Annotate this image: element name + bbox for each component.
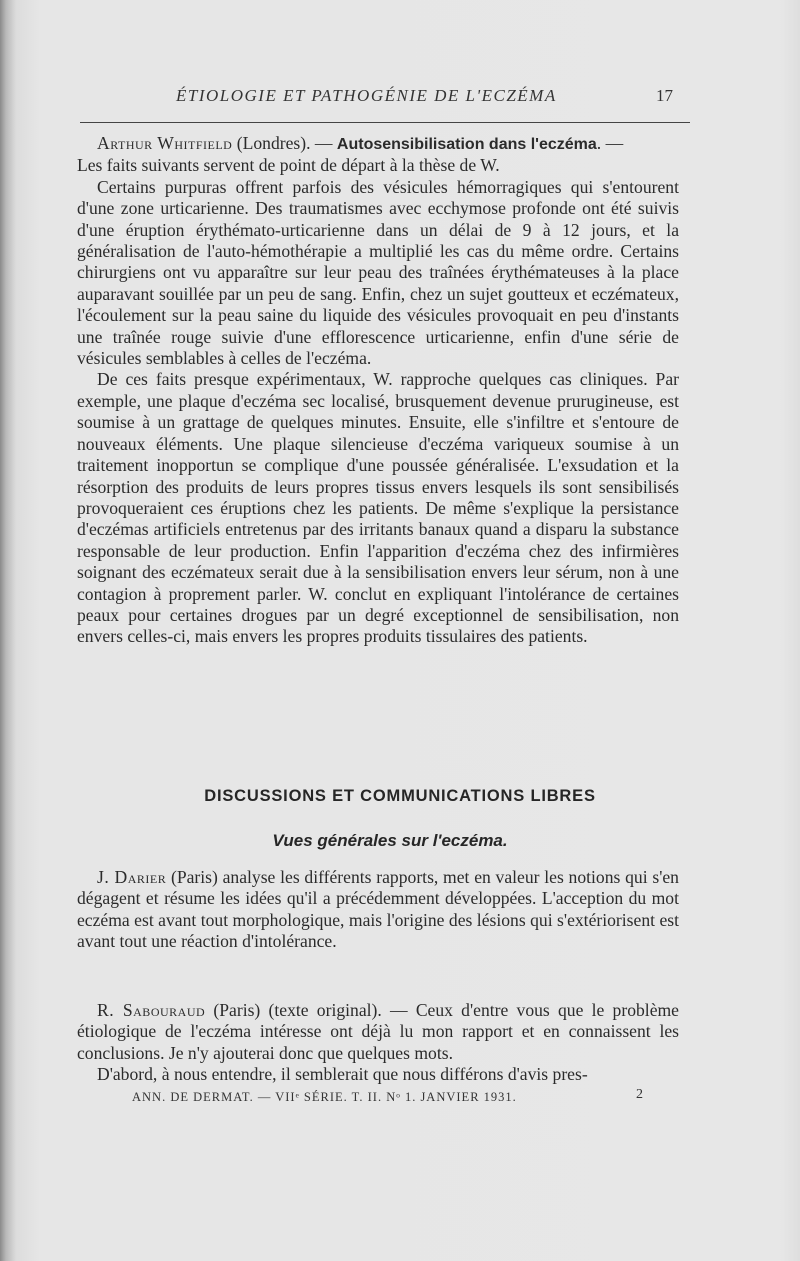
whitfield-paragraph-2: Certains purpuras offrent parfois des vésicules hémorragiques qui s'entourent d'une zone urticarienne. Des traumatismes avec ecchymose profonde ont été suivis d'une éruption érythémato-urticarienne dans un délai de 9 à 12 jours, et la généralisation de l'auto-hémothérapie a multiplié les cas du même ordre. Certains chirurgiens ont vu apparaître sur leur peau des traînées érythémateuses à la place auparavant souillée par un peu de sang. Enfin, chez un sujet goutteux et eczémateux, l'écoulement sur la peau saine du liquide des vésicules provoquait en peu d'instants une traînée rouge suivie d'une efflorescence urticarienne, enfin d'une série de vésicules semblables à celles de l'eczéma. [77, 176, 679, 369]
author-sabouraud: R. Sabouraud [97, 1000, 206, 1020]
whitfield-abstract [77, 133, 679, 648]
whitfield-heading [77, 133, 679, 155]
section-heading: DISCUSSIONS ET COMMUNICATIONS LIBRES [204, 787, 596, 805]
whitfield-paragraph-1: Les faits suivants servent de point de départ à la thèse de W. [77, 155, 500, 176]
running-title: ÉTIOLOGIE ET PATHOGÉNIE DE L'ECZÉMA [176, 86, 557, 105]
section-subheading: Vues générales sur l'eczéma. [272, 831, 508, 850]
sabouraud-paragraph [77, 1000, 679, 1064]
header-rule [80, 122, 690, 123]
sabouraud-abstract [77, 1000, 679, 1086]
author-darier: J. Darier [97, 867, 167, 887]
darier-abstract [77, 867, 679, 953]
sabouraud-text: (Paris) (texte original). — Ceux d'entre vous que le problème étiologique de l'eczéma intéresse ont déjà lu mon rapport et en connaissent les conclusions. Je n'y ajouterai donc que quelques mots. [77, 1000, 679, 1063]
darier-text: (Paris) analyse les différents rapports, met en valeur les notions qui s'en dégagent et résume les idées qu'il a précédemment développées. L'acception du mot eczéma est avant tout morphologique, mais l'origine des lésions qui s'extériorisent est avant tout une réaction d'intolérance. [77, 867, 679, 952]
footer-citation: ANN. DE DERMAT. — VIIᵉ SÉRIE. T. II. Nᵒ 1. JANVIER 1931. [132, 1090, 517, 1104]
whitfield-title-after: . — [596, 133, 624, 153]
whitfield-location: (Londres). — [232, 133, 337, 153]
running-head [0, 86, 800, 114]
page-number: 17 [656, 86, 673, 105]
whitfield-paragraph-3: De ces faits presque expérimentaux, W. rapproche quelques cas cliniques. Par exemple, une plaque d'eczéma sec localisé, brusquement devenue prurugineuse, est soumise à un grattage de quelques minutes. Ensuite, elle s'infiltre et s'entoure de nouveaux éléments. Une plaque silencieuse d'eczéma variqueux soumise à un traitement inopportun se complique d'une poussée généralisée. L'exsudation et la résorption des produits de leurs propres tissus envers lesquels ils sont sensibilisés provoqueraient ces éruptions chez les patients. De même s'explique la persistance d'eczémas artificiels entretenus par des irritants banaux quand a disparu la substance responsable de leur production. Enfin l'apparition d'eczéma chez des infirmières soignant des eczémateux serait due à la sensibilisation envers leur sérum, non à une contagion à proprement parler. W. conclut en expliquant l'intolérance de certaines peaux pour certaines drogues par un degré exceptionnel de sensibilisation, non envers celles-ci, mais envers les propres produits tissulaires des patients. [77, 369, 679, 647]
footer-signature: 2 [636, 1087, 643, 1102]
whitfield-title: Autosensibilisation dans l'eczéma [336, 136, 597, 153]
sabouraud-paragraph-2: D'abord, à nous entendre, il semblerait que nous différons d'avis pres- [97, 1064, 588, 1085]
darier-paragraph [77, 867, 679, 953]
author-whitfield: Arthur Whitfield [97, 133, 233, 153]
